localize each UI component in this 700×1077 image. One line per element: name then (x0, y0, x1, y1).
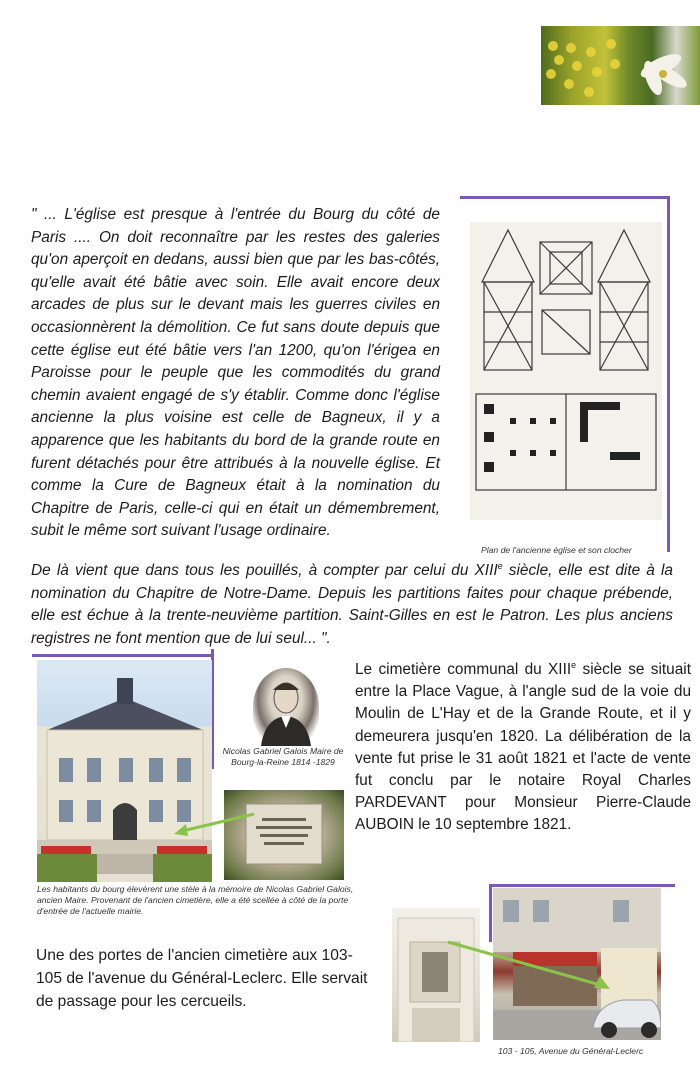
portrait-caption: Nicolas Gabriel Galois Maire de Bourg-la-Reine 1814 -1829 (222, 746, 344, 767)
cemetery-text (355, 659, 691, 837)
quote-paragraph-2-end: siècle, elle est dite à la nomination du Chapitre de Notre-Dame. Depuis les partitions faites pour chaque prébende, elle est échue à la trente-neuvième partition. Saint-Gilles en est le Patron. Les plus anciens registres ne font mention que de lui seul... ". (31, 562, 673, 647)
flower-banner-image (541, 26, 700, 105)
flower-illustration (541, 26, 700, 105)
portrait-galois (253, 668, 319, 746)
mairie-caption: Les habitants du bourg élevèrent une stèle à la mémoire de Nicolas Gabriel Galois, ancien Maire. Provenant de l'ancien cimetière, elle a été scellée à côté de la porte d'entrée de l'actuelle mairie. (37, 884, 354, 916)
quote-paragraph-2 (31, 560, 673, 650)
accent-line-horizontal-3 (491, 884, 675, 887)
accent-line-horizontal (460, 196, 670, 199)
mairie-photo (37, 660, 212, 882)
portrait-illustration (253, 668, 319, 746)
century-superscript: e (497, 560, 503, 571)
cemetery-text-end: siècle se situait entre la Place Vague, à l'angle sud de la voie du Moulin de L'Hay et de la Grande Route, et il y demeurera jusqu'en 1820. La délibération de la vente fut prise le 31 août 1821 et l'acte de vente fut conclu par le notaire Royal Charles PARDEVANT pour Monsieur Pierre-Claude AUBOIN le 10 septembre 1821. (355, 661, 691, 834)
church-plan-sketch (470, 222, 662, 520)
accent-line-vertical (667, 196, 670, 552)
pointer-arrow-stele (170, 808, 260, 838)
mairie-building-illustration (37, 660, 212, 882)
quote-paragraph-2-start: De là vient que dans tous les pouillés, à compter par celui du XIII (31, 562, 498, 579)
church-plan-drawing (470, 222, 662, 520)
accent-line-horizontal-2 (32, 654, 214, 657)
accent-line-vertical-3 (489, 884, 492, 942)
pointer-arrow-gate (444, 938, 614, 994)
avenue-caption: 103 - 105, Avenue du Général-Leclerc (498, 1046, 644, 1056)
church-plan-caption: Plan de l'ancienne église et son clocher (481, 545, 632, 555)
cemetery-century-superscript: e (571, 659, 577, 670)
quote-paragraph-1: " ... L'église est presque à l'entrée du Bourg du côté de Paris .... On doit reconnaître par les restes des galeries qu'on aperçoit en dedans, aussi bien que par les bas-côtés, qu'elle avait été bâtie avec soin. Elle avait encore deux arcades de plus sur le devant mais les guerres civiles en occasionnèrent la démolition. Ce fut sans doute depuis que cette église eut été bâtie vers l'an 1200, qu'on l'érigea en Paroisse pour le peuple que les commodités du grand chemin avaient engagé de s'y établir. Comme donc l'église ancienne la plus voisine est celle de Bagneux, il y a apparence que les habitants du bord de la grande route en furent détachés pour être attribués à la nouvelle église. Et comme la Cure de Bagneux était à la nomination du Chapitre de Paris, celle-ci qui en était un démembrement, subit le même sort suivant l'usage ordinaire. (31, 206, 440, 540)
cemetery-text-start: Le cimetière communal du XIII (355, 661, 572, 678)
gate-text: Une des portes de l'ancien cimetière aux 103-105 de l'avenue du Général-Leclerc. Elle servait de passage pour les cercueils. (36, 947, 368, 1010)
